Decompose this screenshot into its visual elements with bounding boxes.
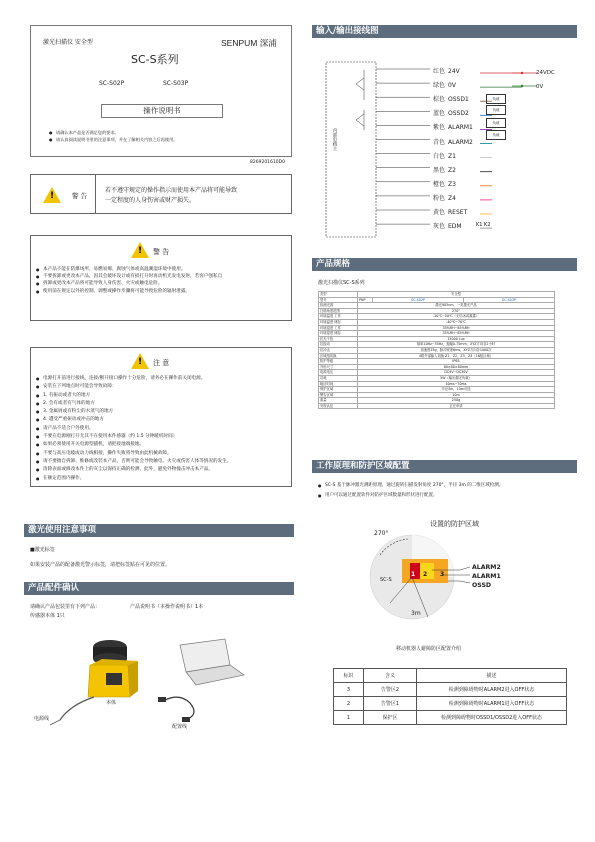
- wire-signal: Z2: [448, 166, 456, 174]
- laser-section-header: 激光使用注意事项: [24, 524, 294, 537]
- zone-label-1: 1: [411, 571, 416, 578]
- spec-value: -10℃~50℃（无结冰或凝露）: [358, 314, 555, 320]
- warning-item: ● 使用前在规定以外的控制，调整或操作步骤将可能导致危险的辐射泄露。: [36, 288, 222, 295]
- spec-key: 抗振动: [319, 342, 358, 348]
- spec-key: 抗光干扰: [319, 336, 358, 342]
- spec-key: 安规认证: [319, 403, 358, 409]
- caution-title: 注 意: [153, 359, 170, 367]
- spec-value: 加速度15g，脉冲宽度6ms，XYZ方向各1000次: [358, 347, 555, 353]
- load-label: 负载: [492, 121, 500, 125]
- spec-model-2: SC-S03P: [463, 297, 554, 303]
- spec-model-1: SC-S02P: [373, 297, 464, 303]
- zone-id: 1: [334, 711, 364, 725]
- wire-signal: RESET: [448, 209, 468, 216]
- zone-row: [334, 683, 567, 697]
- spec-key: 环境温度 储存: [319, 319, 358, 325]
- spec-value: DC9V~DC30V: [358, 370, 555, 376]
- wire-color: 黑色: [433, 166, 446, 174]
- zone-figure-title: 设置的防护区域: [430, 520, 479, 528]
- spec-value: 40ms~70ms: [358, 381, 555, 387]
- principle-bullet: ● SC-S 基于脉冲激光测距原理，通过旋转扫描发射角度 270°，半径 3m 的二维区域检测。: [318, 481, 503, 491]
- zone-row: [334, 711, 567, 725]
- spec-value: 35%RH~85%RH: [358, 325, 555, 331]
- warning-item: ● 本产品不能在防爆场所，易燃易爆、腐蚀气体或高温潮湿环境中使用。: [36, 266, 222, 273]
- caution-item: ● 2. 会有或者有气体的地方: [36, 400, 231, 408]
- spec-header: 产品规格: [312, 258, 577, 271]
- caution-item: ● 不要在电源刚打开尤其不在使用本件感器（约 1.5 分钟暖机时间）: [36, 433, 231, 441]
- wire-label: [433, 207, 467, 216]
- spec-model-label: 型号: [319, 297, 358, 303]
- wire-color: 绿色: [433, 82, 446, 90]
- zone-description: 检测到障碍物时ALARM2进入OFF状态: [417, 683, 567, 697]
- spec-value: 半径3m，10m可选: [358, 387, 555, 393]
- zone-table-wrap: [333, 668, 567, 725]
- cover-box: [30, 25, 292, 157]
- spec-key: 防护等级: [319, 359, 358, 365]
- warning-short-box: [30, 174, 292, 214]
- zone-table-head: 含义: [364, 669, 417, 683]
- wire-label: [433, 165, 456, 174]
- spec-key: 保护区域: [319, 387, 358, 393]
- zone-id: 2: [334, 697, 364, 711]
- caution-item: ● 3. 金属屑或有粉尘的水蒸气的地方: [36, 408, 231, 416]
- spec-value: 4路外部输入切换 Z1，Z2，Z3，Z4（16组区域）: [358, 353, 555, 359]
- accessories-header: 产品配件确认: [24, 582, 294, 595]
- spec-table-wrap: [318, 291, 555, 409]
- warning-box: [30, 235, 292, 321]
- wire-label: [433, 94, 469, 103]
- supply-positive: 24VDC: [536, 70, 555, 76]
- spec-key: 检测光源: [319, 303, 358, 309]
- wire-label: [433, 80, 456, 89]
- wire-label: [433, 66, 460, 75]
- spec-key: 重量: [319, 398, 358, 404]
- zone-label-3: 3: [440, 571, 445, 578]
- cover-left-title: 激光扫描仪 安全型: [43, 39, 93, 46]
- warning-item: ● 不要拆卸或更改本产品，因其会破坏设计或有损打开时再动机光发电发射，若客户强私自: [36, 273, 222, 280]
- cover-bullets: [49, 130, 177, 143]
- model-2: SC-S03P: [163, 80, 189, 87]
- wire-color: 红色: [433, 68, 446, 75]
- usb-cable-icon: [158, 697, 194, 722]
- load-box: [486, 105, 506, 115]
- warning-short-text-2: 一定程度的人身伤害或财产损失。: [105, 197, 196, 204]
- spec-value: 250g: [358, 398, 555, 404]
- wire-signal: OSSD1: [448, 96, 469, 104]
- wire-label: [433, 122, 473, 131]
- load-label: 负载: [492, 133, 500, 137]
- wire-signal: EDM: [448, 223, 462, 231]
- wire-signal: 24V: [448, 68, 460, 75]
- zone-table-head: 标识: [334, 669, 364, 683]
- caution-item: ● 请产品不适合户外使用。: [36, 425, 231, 433]
- k-label: K1 K2: [476, 222, 491, 228]
- model-1: SC-S02P: [99, 80, 125, 87]
- spec-row: [319, 403, 555, 409]
- circuit-label: 内部电路主: [332, 128, 337, 151]
- zone-ossd: OSSD: [472, 582, 492, 589]
- spec-key: 抗冲击: [319, 347, 358, 353]
- wire-color: 橙色: [433, 180, 446, 188]
- load-box: [486, 94, 506, 104]
- accessories-line1a: 请确认产品包装里有下列产品：: [30, 604, 101, 610]
- load-box: [486, 130, 506, 140]
- zone-table: [333, 668, 567, 725]
- warning-title: 警 告: [153, 248, 170, 256]
- wire-signal: ALARM1: [448, 124, 473, 132]
- caution-icon: !: [131, 353, 149, 369]
- wire-signal: 0V: [448, 82, 456, 90]
- caution-box: [30, 347, 292, 487]
- caution-item: ● 请不要擅自拆卸、维修或改装本产品，否则可能会导致触电、火灾或伤害人体等情况的发生。: [36, 458, 231, 466]
- wire-signal: Z4: [448, 194, 456, 202]
- spec-key: 电源电压: [319, 370, 358, 376]
- zone-angle: 270°: [374, 530, 389, 537]
- series-title: SC-S系列: [131, 53, 179, 66]
- warning-icon: !: [131, 242, 149, 258]
- cover-bullet: ● 请认真阅读说明书里的注意事项，并在了解相关内容之后再使用。: [49, 137, 177, 144]
- principle-header: 工作原理和防护区域配置: [312, 460, 577, 473]
- spec-value: 80×80×80mm: [358, 364, 555, 370]
- wire-label: [433, 193, 456, 202]
- zone-meaning: 告警区1: [364, 697, 417, 711]
- caution-item: ● 电源打开前进行接线，连接/断开接口操作十分危险，请务必在操作前关闭电源。: [36, 375, 231, 383]
- spec-value: 270°: [358, 308, 555, 314]
- zone-description: 检测到障碍物时ALARM1进入OFF状态: [417, 697, 567, 711]
- zone-label-2: 2: [423, 571, 428, 578]
- caution-list: [36, 375, 231, 483]
- zone-description: 检测到障碍物时OSSD1/OSSD2进入OFF状态: [417, 711, 567, 725]
- label-body: 本体: [106, 700, 117, 706]
- spec-key: 外形尺寸: [319, 364, 358, 370]
- zone-row: [334, 697, 567, 711]
- spec-key: 功耗: [319, 375, 358, 381]
- spec-key: 警告区域: [319, 392, 358, 398]
- principle-bullet: ● 用户可以通过配置软件对防护区域数量和形状进行配置。: [318, 491, 503, 501]
- wire-color: 黄色: [433, 209, 446, 216]
- caution-item: ● 不要与高压电缆或动力线相接，操作失败将导致由此机械故障。: [36, 450, 231, 458]
- load-box: [486, 118, 506, 128]
- warning-short-text-1: 若不遵守规定的操作指示而使用本产品将可能导致: [105, 187, 238, 194]
- wire-color: 白色: [433, 152, 446, 160]
- spec-value: 正在申请: [358, 403, 555, 409]
- zone-caption: 移动机器人避障防区配置介绍: [396, 646, 462, 652]
- spec-value: 频率10Hz~55Hz，振幅0.75mm，XYZ方向各2小时: [358, 342, 555, 348]
- zone-meaning: 保护区: [364, 711, 417, 725]
- warning-item: ● 拆卸或更改本产品将可能导致人身伤害、火灾或触电危险。: [36, 280, 222, 287]
- load-label: 负载: [492, 97, 500, 101]
- spec-head-type: 类型: [319, 292, 358, 298]
- spec-value: 15000 Lux: [358, 336, 555, 342]
- wire-signal: Z3: [448, 180, 456, 188]
- manual-title: 操作说明书: [143, 106, 181, 115]
- wire-label: [433, 221, 462, 230]
- spec-table: [318, 291, 555, 409]
- wire-color: 粉色: [433, 194, 446, 202]
- sensor-body-icon: [50, 640, 138, 725]
- spec-key: 环境温度 工作: [319, 314, 358, 320]
- wiring-header: 输入/输出接线图: [312, 25, 577, 38]
- laser-label-heading: ■激光标签: [30, 547, 55, 553]
- warning-list: [36, 266, 222, 295]
- spec-key: 环境湿度 工作: [319, 325, 358, 331]
- wire-label: [433, 151, 456, 160]
- load-label: 负载: [492, 108, 500, 112]
- spec-key: 响应时间: [319, 381, 358, 387]
- spec-value: 35%RH~85%RH: [358, 331, 555, 337]
- zone-meaning: 告警区2: [364, 683, 417, 697]
- caution-item: ● 如果必须使用开关电源型插机，请把接地端接地。: [36, 441, 231, 449]
- laptop-icon: [180, 639, 244, 685]
- label-cable: 电源线: [34, 716, 50, 722]
- laser-label-text: 如果安装产品的配备激光警示标签，请把标签贴在可见的位置。: [30, 562, 171, 568]
- supply-negative: 0V: [536, 84, 544, 90]
- zone-figure: [360, 525, 540, 625]
- spec-key: 环境湿度 储存: [319, 331, 358, 337]
- caution-item: ● 在额定范围内操作。: [36, 475, 231, 483]
- spec-value: 5W（输出端无负载）: [358, 375, 555, 381]
- accessories-illustration: [30, 625, 270, 735]
- label-software: 配置线: [172, 724, 188, 730]
- spec-value: IP65: [358, 359, 555, 365]
- wire-color: 紫色: [433, 124, 446, 132]
- spec-value: 激光905nm，一类激光产品: [358, 303, 555, 309]
- accessories-line1b: 产品说明书（本操作说明书）1本: [130, 604, 204, 610]
- wire-signal: OSSD2: [448, 110, 469, 118]
- wire-label: [433, 108, 469, 117]
- wire-signal: Z1: [448, 152, 456, 160]
- wire-color: 青色: [433, 138, 446, 146]
- caution-item: ● 清除表面或修改本件上的灰尘以保持正确的检测，此外，避免外物撞击冲击本产品。: [36, 466, 231, 474]
- zone-table-head: 描述: [417, 669, 567, 683]
- zone-id: 3: [334, 683, 364, 697]
- caution-item: ● 安装在下列地点时可能会导致故障：: [36, 383, 231, 391]
- principle-bullets: [318, 481, 503, 501]
- wire-color: 棕色: [433, 96, 446, 104]
- manual-box: [101, 104, 223, 118]
- cover-bullet: ● 请确认本产品是否满足您的要求。: [49, 130, 177, 137]
- wire-color: 蓝色: [433, 110, 446, 118]
- spec-subtitle: 激光扫描仪SC-S系列: [318, 280, 365, 286]
- zone-radius: 3m: [411, 610, 421, 617]
- spec-value: 10m: [358, 392, 555, 398]
- spec-head-safe: 安全型: [358, 292, 555, 298]
- wire-signal: ALARM2: [448, 138, 473, 146]
- zone-alarm2: ALARM2: [472, 564, 501, 571]
- warning-short-label: 警 告: [72, 192, 88, 200]
- wire-color: 灰色: [433, 223, 446, 231]
- spec-model-type: PNP: [358, 297, 373, 303]
- zone-device: SC-S: [380, 577, 392, 583]
- wire-label: [433, 137, 473, 146]
- zone-alarm1: ALARM1: [472, 573, 501, 580]
- doc-code: 8269201610D0: [250, 160, 285, 165]
- warning-icon: !: [43, 187, 61, 203]
- spec-key: 扫描角度范围: [319, 308, 358, 314]
- spec-value: -40℃~70℃: [358, 319, 555, 325]
- caution-item: ● 4. 遭受严重振动或冲击的地方: [36, 416, 231, 424]
- caution-item: ● 1. 有振动或者大的地方: [36, 392, 231, 400]
- brand: SENPUM 深浦: [221, 38, 277, 48]
- accessories-line2: 传感器本体 1只: [30, 613, 65, 619]
- spec-key: 区域组切换: [319, 353, 358, 359]
- wire-label: [433, 179, 456, 188]
